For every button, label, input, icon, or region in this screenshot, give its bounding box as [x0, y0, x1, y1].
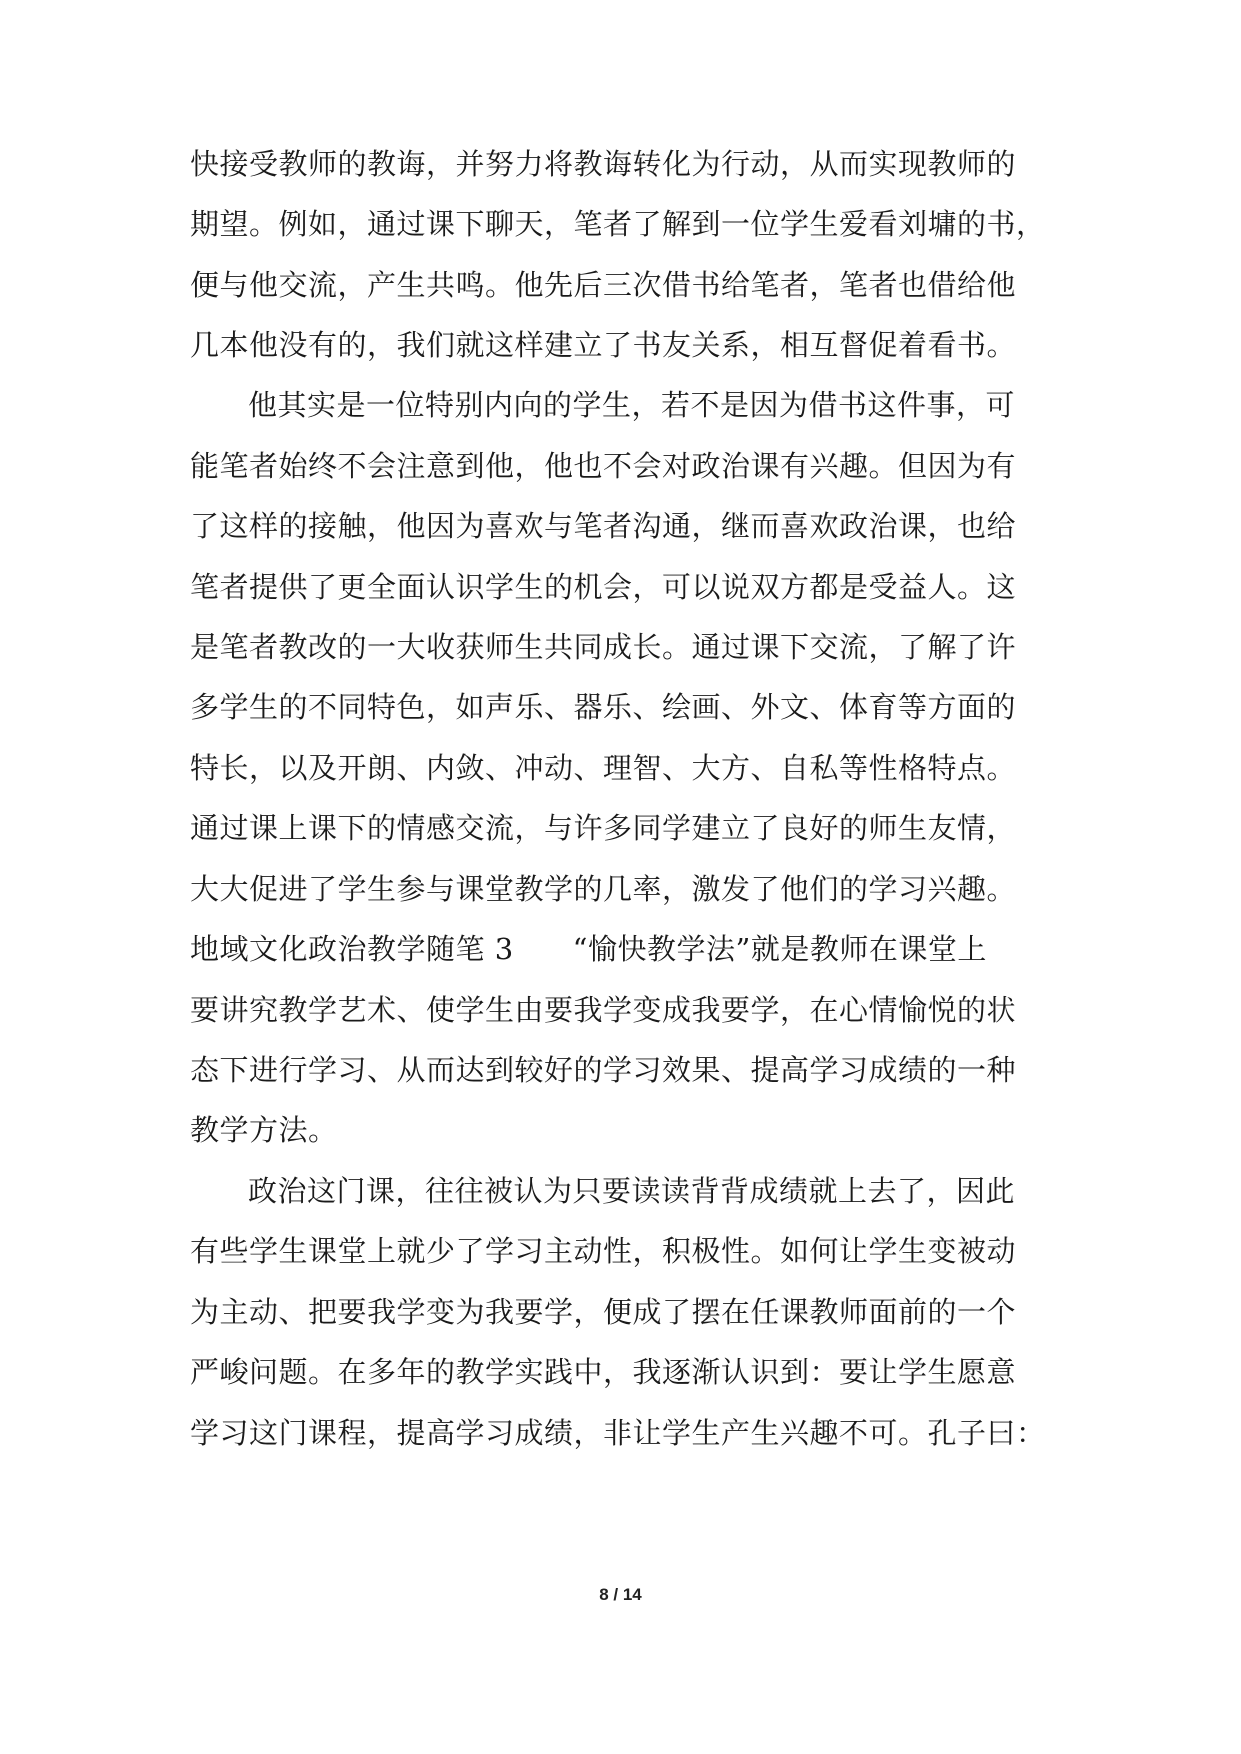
text-line: 了这样的接触，他因为喜欢与笔者沟通，继而喜欢政治课，也给 [190, 509, 1017, 543]
text-line: 学习这门课程，提高学习成绩，非让学生产生兴趣不可。孔子曰： [190, 1416, 1046, 1450]
text-line: 特长，以及开朗、内敛、冲动、理智、大方、自私等性格特点。 [190, 751, 1017, 785]
text-line: 为主动、把要我学变为我要学，便成了摆在任课教师面前的一个 [190, 1295, 1017, 1329]
text-line: 是笔者教改的一大收获师生共同成长。通过课下交流，了解了许 [190, 630, 1017, 664]
text-line: 严峻问题。在多年的教学实践中，我逐渐认识到：要让学生愿意 [190, 1355, 1017, 1389]
paragraph-first-line: 他其实是一位特别内向的学生，若不是因为借书这件事，可 [248, 388, 1016, 422]
text-line: 能笔者始终不会注意到他，他也不会对政治课有兴趣。但因为有 [190, 449, 1017, 483]
text-line: 态下进行学习、从而达到较好的学习效果、提高学习成绩的一种 [190, 1053, 1017, 1087]
text-line: 快接受教师的教诲，并努力将教诲转化为行动，从而实现教师的 [190, 147, 1017, 181]
text-line: 要讲究教学艺术、使学生由要我学变成我要学，在心情愉悦的状 [190, 993, 1017, 1027]
page-number: 8 / 14 [599, 1585, 642, 1604]
text-line: 便与他交流，产生共鸣。他先后三次借书给笔者，笔者也借给他 [190, 268, 1017, 302]
text-line: 笔者提供了更全面认识学生的机会，可以说双方都是受益人。这 [190, 570, 1017, 604]
text-line: 大大促进了学生参与课堂教学的几率，激发了他们的学习兴趣。 [190, 872, 1017, 906]
text-line: 几本他没有的，我们就这样建立了书友关系，相互督促着看书。 [190, 328, 1017, 362]
text-line: 教学方法。 [190, 1113, 338, 1147]
text-line: 有些学生课堂上就少了学习主动性，积极性。如何让学生变被动 [190, 1234, 1017, 1268]
text-line: 多学生的不同特色，如声乐、器乐、绘画、外文、体育等方面的 [190, 690, 1017, 724]
paragraph-first-line: 政治这门课，往往被认为只要读读背背成绩就上去了，因此 [248, 1174, 1016, 1208]
text-line: 地域文化政治教学随笔 3 “愉快教学法”就是教师在课堂上 [190, 932, 987, 966]
text-line: 期望。例如，通过课下聊天，笔者了解到一位学生爱看刘墉的书， [190, 207, 1046, 241]
text-line: 通过课上课下的情感交流，与许多同学建立了良好的师生友情， [190, 811, 1017, 845]
